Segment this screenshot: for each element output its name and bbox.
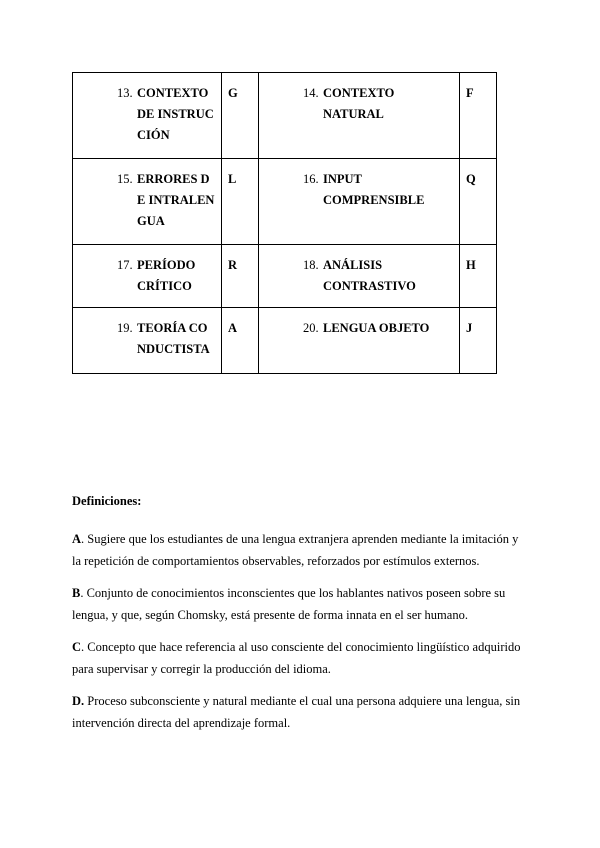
answer-letter: J	[466, 321, 473, 335]
term-number: 17.	[117, 258, 133, 272]
definition-text: Proceso subconsciente y natural mediante el cual una persona adquiere una lengua, sin intervención directa del aprendizaje formal.	[72, 694, 521, 730]
definition-letter: C	[72, 640, 82, 654]
definition-letter: A	[72, 532, 82, 546]
definition-letter: B	[72, 586, 81, 600]
table-row	[73, 308, 497, 374]
table-row	[73, 73, 497, 159]
term-number: 15.	[117, 172, 133, 186]
answer-letter: L	[228, 172, 237, 186]
term-number: 13.	[117, 86, 133, 100]
answer-cell	[222, 245, 259, 308]
answer-cell	[460, 245, 497, 308]
answer-cell	[222, 73, 259, 159]
answer-cell	[222, 159, 259, 245]
definition-text: . Conjunto de conocimientos inconscientes que los hablantes nativos poseen sobre su lengua, y que, según Chomsky, está presente de forma innata en el ser humano.	[72, 586, 506, 622]
definition-item	[72, 582, 528, 626]
definition-text: . Sugiere que los estudiantes de una lengua extranjera aprenden mediante la imitación y la repetición de comportamientos observables, reforzados por estímulos externos.	[72, 532, 519, 568]
definition-item	[72, 528, 528, 572]
term-number: 16.	[303, 172, 319, 186]
term-cell	[73, 159, 222, 245]
term-label: INPUT COMPRENSIBLE	[323, 172, 425, 207]
answer-letter: F	[466, 86, 474, 100]
term-cell	[73, 245, 222, 308]
answer-letter: H	[466, 258, 476, 272]
answer-cell	[460, 159, 497, 245]
answer-cell	[460, 73, 497, 159]
term-number: 19.	[117, 321, 133, 335]
definitions-section	[72, 490, 528, 744]
term-number: 14.	[303, 86, 319, 100]
table-row	[73, 245, 497, 308]
answer-letter: Q	[466, 172, 476, 186]
definition-item	[72, 636, 528, 680]
definitions-heading: Definiciones:	[72, 494, 142, 508]
answer-letter: G	[228, 86, 238, 100]
answer-cell	[460, 308, 497, 374]
term-label: LENGUA OBJETO	[323, 321, 430, 335]
term-number: 18.	[303, 258, 319, 272]
term-label: ERRORES DE INTRALENGUA	[137, 172, 215, 228]
term-label: ANÁLISIS CONTRASTIVO	[323, 258, 416, 293]
term-label: PERÍODO CRÍTICO	[137, 258, 196, 293]
term-cell	[73, 73, 222, 159]
definition-item	[72, 690, 528, 734]
answer-cell	[222, 308, 259, 374]
definition-letter: D.	[72, 694, 85, 708]
term-label: CONTEXTO NATURAL	[323, 86, 395, 121]
answer-letter: A	[228, 321, 238, 335]
term-cell	[259, 245, 460, 308]
table-row	[73, 159, 497, 245]
matching-table	[72, 72, 497, 374]
term-cell	[259, 159, 460, 245]
term-label: CONTEXTO DE INSTRUCCIÓN	[137, 86, 214, 142]
answer-letter: R	[228, 258, 238, 272]
term-cell	[259, 308, 460, 374]
term-cell	[73, 308, 222, 374]
term-label: TEORÍA CONDUCTISTA	[137, 321, 210, 356]
term-cell	[259, 73, 460, 159]
definition-text: . Concepto que hace referencia al uso consciente del conocimiento lingüístico adquirido para supervisar y corregir la producción del idioma.	[72, 640, 521, 676]
term-number: 20.	[303, 321, 319, 335]
